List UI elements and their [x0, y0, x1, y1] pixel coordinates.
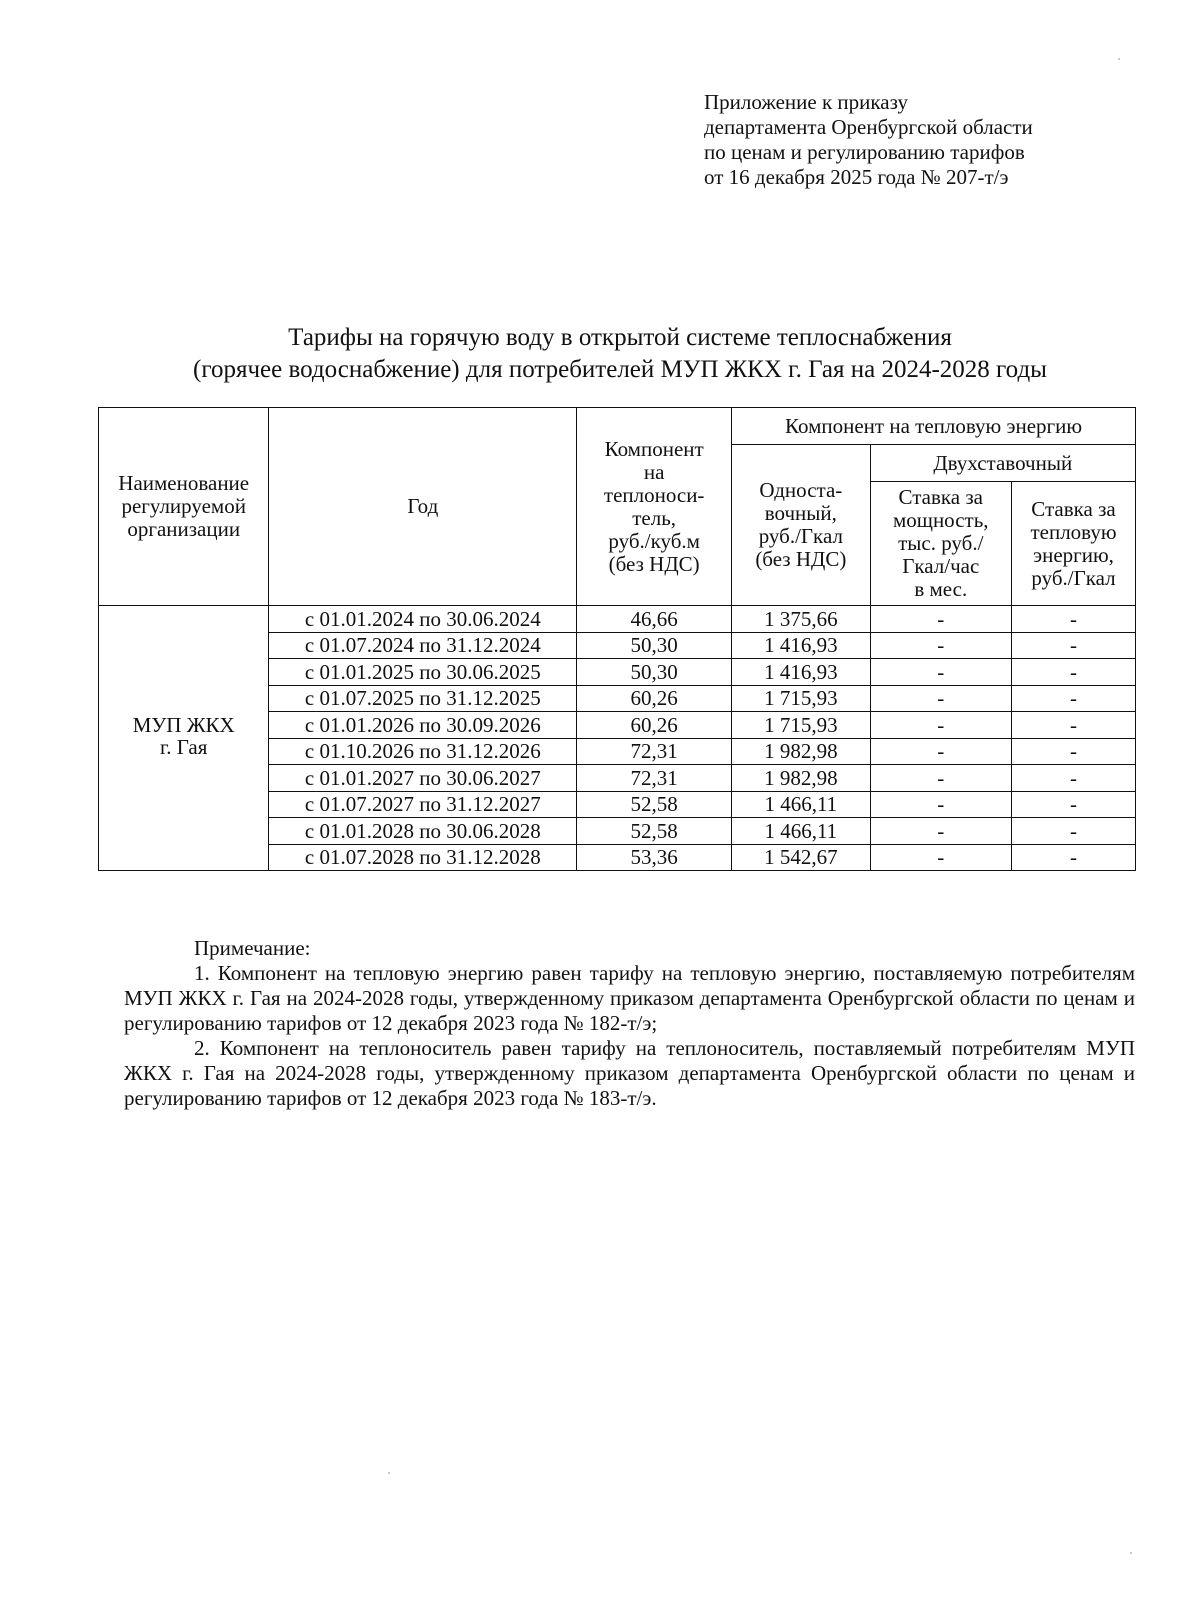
- title-line-1: Тарифы на горячую воду в открытой системе теплоснабжения: [288, 324, 952, 351]
- header-energy-rate: Ставка за тепловую энергию, руб./Гкал: [1012, 482, 1136, 606]
- header-coolant: Компонент на теплоноси- тель, руб./куб.м (без НДС): [577, 408, 732, 606]
- coolant-cell: 72,31: [577, 765, 732, 792]
- coolant-cell: 52,58: [577, 791, 732, 818]
- capacity-rate-cell: -: [870, 632, 1012, 659]
- appendix-header: [704, 90, 1124, 190]
- coolant-cell: 52,58: [577, 818, 732, 845]
- single-rate-cell: 1 715,93: [732, 712, 870, 739]
- energy-rate-cell: -: [1012, 738, 1136, 765]
- energy-rate-cell: -: [1012, 765, 1136, 792]
- header-two-rate: Двухставочный: [870, 445, 1135, 482]
- energy-rate-cell: -: [1012, 606, 1136, 633]
- capacity-rate-cell: -: [870, 659, 1012, 686]
- capacity-rate-cell: -: [870, 712, 1012, 739]
- note-item: 2. Компонент на теплоноситель равен тарифу на теплоноситель, поставляемый потребителям МУП ЖКХ г. Гая на 2024-2028 годы, утвержденному приказом департамента Оренбургской области по ценам и регулированию тарифов от 12 декабря 2023 года № 183-т/э.: [124, 1036, 1135, 1110]
- appendix-header-line: от 16 декабря 2025 года № 207-т/э: [704, 165, 1009, 189]
- coolant-cell: 50,30: [577, 632, 732, 659]
- period-cell: с 01.01.2028 по 30.06.2028: [269, 818, 577, 845]
- coolant-cell: 50,30: [577, 659, 732, 686]
- energy-rate-cell: -: [1012, 632, 1136, 659]
- capacity-rate-cell: -: [870, 818, 1012, 845]
- header-heat-component: Компонент на тепловую энергию: [732, 408, 1136, 445]
- header-single-rate: Односта- вочный, руб./Гкал (без НДС): [732, 445, 870, 606]
- capacity-rate-cell: -: [870, 685, 1012, 712]
- period-cell: с 01.01.2027 по 30.06.2027: [269, 765, 577, 792]
- period-cell: с 01.10.2026 по 31.12.2026: [269, 738, 577, 765]
- period-cell: с 01.01.2025 по 30.06.2025: [269, 659, 577, 686]
- period-cell: с 01.01.2026 по 30.09.2026: [269, 712, 577, 739]
- period-cell: с 01.01.2024 по 30.06.2024: [269, 606, 577, 633]
- coolant-cell: 72,31: [577, 738, 732, 765]
- single-rate-cell: 1 416,93: [732, 632, 870, 659]
- title-line-2: (горячее водоснабжение) для потребителей МУП ЖКХ г. Гая на 2024-2028 годы: [193, 356, 1047, 383]
- energy-rate-cell: -: [1012, 818, 1136, 845]
- appendix-header-line: департамента Оренбургской области: [704, 115, 1033, 139]
- single-rate-cell: 1 466,11: [732, 791, 870, 818]
- coolant-cell: 60,26: [577, 685, 732, 712]
- appendix-header-line: Приложение к приказу: [704, 90, 908, 114]
- scan-speck: [1118, 58, 1120, 60]
- period-cell: с 01.07.2024 по 31.12.2024: [269, 632, 577, 659]
- energy-rate-cell: -: [1012, 844, 1136, 871]
- header-org: Наименование регулируемой организации: [99, 408, 269, 606]
- tariff-table: [98, 407, 1136, 871]
- energy-rate-cell: -: [1012, 791, 1136, 818]
- single-rate-cell: 1 375,66: [732, 606, 870, 633]
- header-capacity-rate: Ставка за мощность, тыс. руб./ Гкал/час в мес.: [870, 482, 1012, 606]
- capacity-rate-cell: -: [870, 738, 1012, 765]
- document-title: [90, 322, 1150, 386]
- coolant-cell: 46,66: [577, 606, 732, 633]
- scan-speck: [1130, 1552, 1132, 1554]
- notes-section: [124, 936, 1135, 1111]
- coolant-cell: 60,26: [577, 712, 732, 739]
- period-cell: с 01.07.2025 по 31.12.2025: [269, 685, 577, 712]
- period-cell: с 01.07.2028 по 31.12.2028: [269, 844, 577, 871]
- capacity-rate-cell: -: [870, 606, 1012, 633]
- energy-rate-cell: -: [1012, 659, 1136, 686]
- header-period: Год: [269, 408, 577, 606]
- single-rate-cell: 1 466,11: [732, 818, 870, 845]
- scan-speck: [388, 1472, 390, 1474]
- capacity-rate-cell: -: [870, 765, 1012, 792]
- appendix-header-line: по ценам и регулированию тарифов: [704, 140, 1025, 164]
- energy-rate-cell: -: [1012, 685, 1136, 712]
- single-rate-cell: 1 416,93: [732, 659, 870, 686]
- capacity-rate-cell: -: [870, 844, 1012, 871]
- single-rate-cell: 1 542,67: [732, 844, 870, 871]
- single-rate-cell: 1 982,98: [732, 738, 870, 765]
- energy-rate-cell: -: [1012, 712, 1136, 739]
- note-item: 1. Компонент на тепловую энергию равен тарифу на тепловую энергию, поставляемую потребителям МУП ЖКХ г. Гая на 2024-2028 годы, утвержденному приказом департамента Оренбургской области по ценам и регулированию тарифов от 12 декабря 2023 года № 182-т/э;: [124, 961, 1135, 1035]
- table-row: [99, 606, 1136, 633]
- single-rate-cell: 1 715,93: [732, 685, 870, 712]
- single-rate-cell: 1 982,98: [732, 765, 870, 792]
- organization-cell: МУП ЖКХ г. Гая: [99, 606, 269, 871]
- coolant-cell: 53,36: [577, 844, 732, 871]
- notes-heading: Примечание:: [194, 936, 311, 960]
- period-cell: с 01.07.2027 по 31.12.2027: [269, 791, 577, 818]
- capacity-rate-cell: -: [870, 791, 1012, 818]
